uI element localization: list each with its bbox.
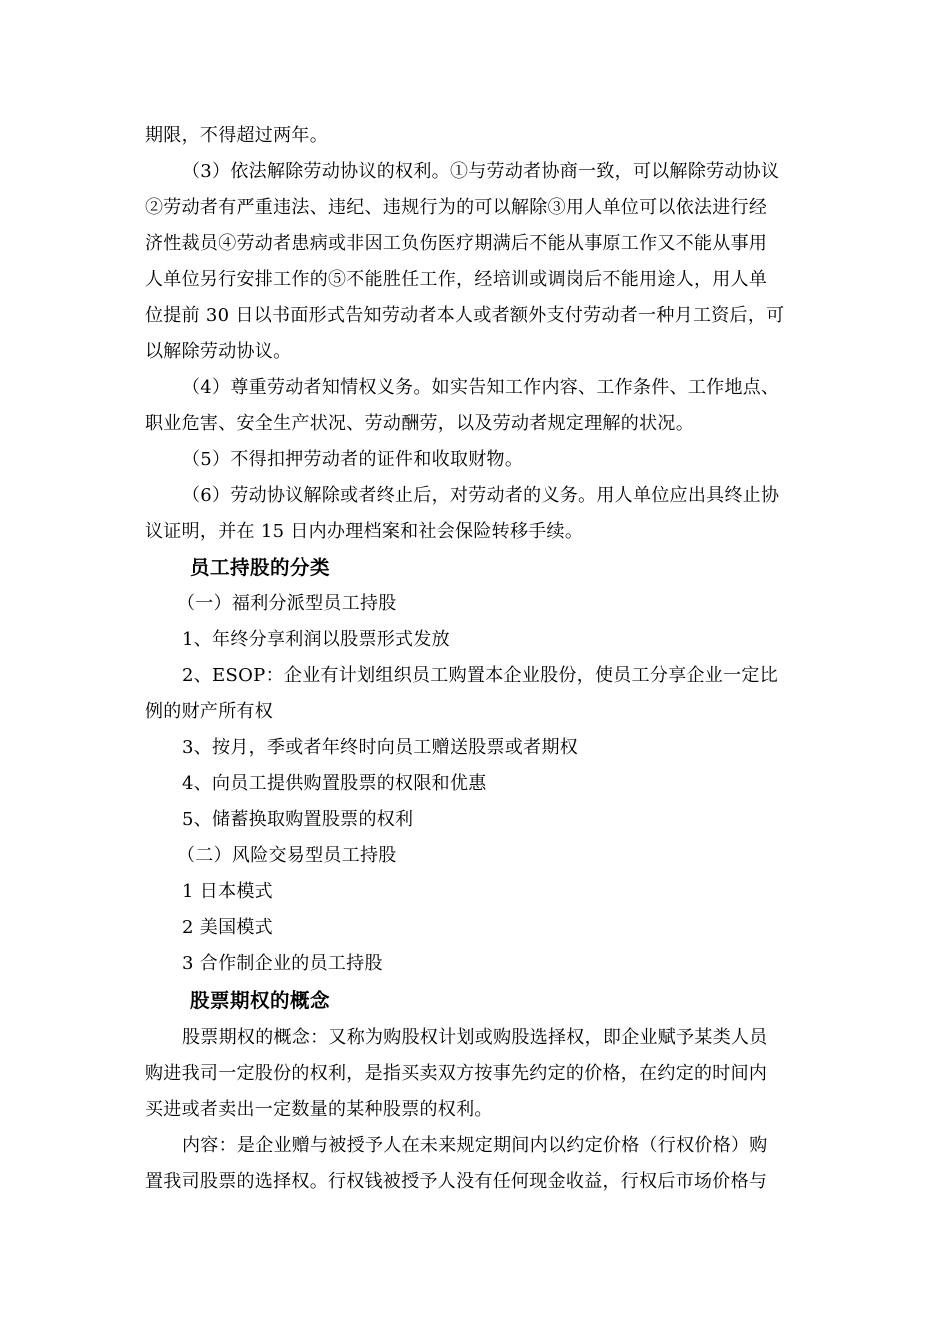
paragraph-line: 置我司股票的选择权。行权钱被授予人没有任何现金收益，行权后市场价格与	[145, 1171, 768, 1192]
subsection-heading: （一）福利分派型员工持股	[177, 593, 397, 614]
list-item: 1 日本模式	[182, 881, 273, 902]
section-heading: 股票期权的概念	[190, 989, 331, 1012]
paragraph-line: （6）劳动协议解除或者终止后，对劳动者的义务。用人单位应出具终止协	[182, 485, 780, 506]
list-item: 1、年终分享利润以股票形式发放	[182, 629, 450, 650]
paragraph-line: ②劳动者有严重违法、违纪、违规行为的可以解除③用人单位可以依法进行经	[145, 197, 768, 218]
list-item: 3 合作制企业的员工持股	[182, 953, 383, 974]
paragraph-line: （5）不得扣押劳动者的证件和收取财物。	[182, 449, 524, 470]
paragraph-line: 股票期权的概念：又称为购股权计划或购股选择权，即企业赋予某类人员	[182, 1027, 768, 1048]
paragraph-line: 济性裁员④劳动者患病或非因工负伤医疗期满后不能从事原工作又不能从事用	[145, 233, 768, 254]
paragraph-line: 买进或者卖出一定数量的某种股票的权利。	[145, 1099, 493, 1120]
list-item: 2 美国模式	[182, 917, 273, 938]
list-item-continuation: 例的财产所有权	[145, 701, 274, 722]
section-heading: 员工持股的分类	[190, 556, 331, 579]
paragraph-line: 以解除劳动协议。	[145, 341, 292, 362]
paragraph-line: 期限，不得超过两年。	[145, 125, 328, 146]
paragraph-line: 内容：是企业赠与被授予人在未来规定期间内以约定价格（行权价格）购	[182, 1135, 768, 1156]
document-page	[145, 118, 807, 1200]
list-item: 4、向员工提供购置股票的权限和优惠	[182, 773, 487, 794]
paragraph-line: 位提前 30 日以书面形式告知劳动者本人或者额外支付劳动者一种月工资后，可	[145, 305, 785, 326]
paragraph-line: 人单位另行安排工作的⑤不能胜任工作，经培训或调岗后不能用途人，用人单	[145, 269, 768, 290]
subsection-heading: （二）风险交易型员工持股	[177, 845, 397, 866]
paragraph-line: 议证明，并在 15 日内办理档案和社会保险转移手续。	[145, 521, 584, 542]
list-item: 2、ESOP：企业有计划组织员工购置本企业股份，使员工分享企业一定比	[182, 665, 778, 686]
list-item: 5、储蓄换取购置股票的权利	[182, 809, 414, 830]
paragraph-line: 职业危害、安全生产状况、劳动酬劳，以及劳动者规定理解的状况。	[145, 413, 694, 434]
list-item: 3、按月，季或者年终时向员工赠送股票或者期权	[182, 737, 579, 758]
paragraph-line: 购进我司一定股份的权利，是指买卖双方按事先约定的价格，在约定的时间内	[145, 1063, 768, 1084]
paragraph-line: （3）依法解除劳动协议的权利。①与劳动者协商一致，可以解除劳动协议	[182, 161, 780, 182]
paragraph-line: （4）尊重劳动者知情权义务。如实告知工作内容、工作条件、工作地点、	[182, 377, 780, 398]
